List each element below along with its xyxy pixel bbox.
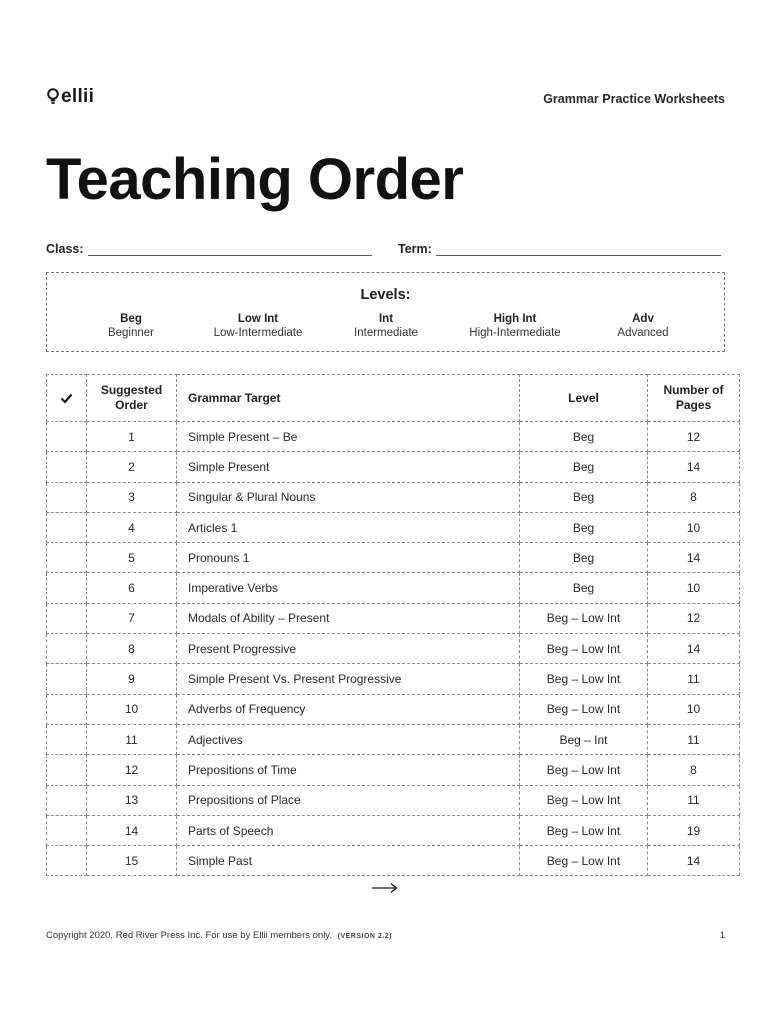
copyright-line: Copyright 2020, Red River Press Inc. For use by Ellii members only. (46, 930, 332, 941)
table-row (47, 603, 740, 633)
cell-grammar-target: Prepositions of Place (177, 785, 520, 815)
cell-order: 1 (87, 422, 177, 452)
logo-text: ellii (61, 86, 95, 107)
level-abbr: Low Int (237, 313, 279, 325)
cell-level: Beg – Low Int (520, 815, 648, 845)
page-title: Teaching Order (46, 147, 464, 212)
cell-pages: 8 (648, 755, 740, 785)
cell-grammar-target: Adjectives (177, 724, 520, 754)
table-row (47, 573, 740, 603)
row-checkbox[interactable] (47, 422, 87, 452)
table-row (47, 512, 740, 542)
cell-order: 11 (87, 724, 177, 754)
row-checkbox[interactable] (47, 512, 87, 542)
page-footer (46, 930, 725, 944)
copyright-text (46, 930, 392, 941)
cell-pages: 19 (648, 815, 740, 845)
cell-pages: 8 (648, 482, 740, 512)
cell-pages: 10 (648, 573, 740, 603)
cell-pages: 14 (648, 543, 740, 573)
cell-order: 6 (87, 573, 177, 603)
header-number-of-pages: Number of Pages (648, 375, 740, 422)
cell-grammar-target: Articles 1 (177, 512, 520, 542)
class-term-fields (46, 238, 725, 258)
term-input-line[interactable] (436, 243, 721, 256)
cell-pages: 10 (648, 694, 740, 724)
level-full: Advanced (617, 327, 669, 339)
row-checkbox[interactable] (47, 482, 87, 512)
cell-pages: 11 (648, 664, 740, 694)
header-level: Level (520, 375, 648, 422)
cell-pages: 14 (648, 846, 740, 876)
row-checkbox[interactable] (47, 694, 87, 724)
level-abbr: Int (378, 313, 394, 325)
cell-pages: 14 (648, 634, 740, 664)
cell-level: Beg – Low Int (520, 603, 648, 633)
cell-grammar-target: Singular & Plural Nouns (177, 482, 520, 512)
level-full: Intermediate (354, 327, 418, 339)
table-row (47, 422, 740, 452)
cell-pages: 14 (648, 452, 740, 482)
cell-grammar-target: Simple Present (177, 452, 520, 482)
table-header-row (47, 375, 740, 422)
table-row (47, 785, 740, 815)
cell-level: Beg (520, 422, 648, 452)
level-abbr: Adv (632, 313, 654, 325)
cell-grammar-target: Imperative Verbs (177, 573, 520, 603)
cell-level: Beg – Int (520, 724, 648, 754)
cell-grammar-target: Prepositions of Time (177, 755, 520, 785)
level-int (316, 312, 456, 340)
level-adv (573, 312, 713, 340)
cell-order: 10 (87, 694, 177, 724)
cell-grammar-target: Modals of Ability – Present (177, 603, 520, 633)
level-high-int (445, 312, 585, 340)
cell-order: 3 (87, 482, 177, 512)
header-check (47, 375, 87, 422)
cell-grammar-target: Parts of Speech (177, 815, 520, 845)
cell-level: Beg – Low Int (520, 634, 648, 664)
cell-order: 5 (87, 543, 177, 573)
cell-grammar-target: Adverbs of Frequency (177, 694, 520, 724)
version-label: (VERSION 2.2) (337, 933, 392, 940)
cell-order: 2 (87, 452, 177, 482)
row-checkbox[interactable] (47, 603, 87, 633)
cell-level: Beg (520, 452, 648, 482)
row-checkbox[interactable] (47, 846, 87, 876)
table-row (47, 755, 740, 785)
row-checkbox[interactable] (47, 664, 87, 694)
table-row (47, 452, 740, 482)
table-row (47, 815, 740, 845)
table-row (47, 634, 740, 664)
cell-pages: 10 (648, 512, 740, 542)
levels-legend (46, 272, 725, 352)
table-row (47, 664, 740, 694)
level-full: Beginner (107, 327, 155, 339)
cell-pages: 12 (648, 603, 740, 633)
class-label: Class: (46, 242, 84, 256)
cell-grammar-target: Simple Present Vs. Present Progressive (177, 664, 520, 694)
class-input-line[interactable] (88, 243, 372, 256)
cell-order: 8 (87, 634, 177, 664)
levels-title: Levels: (360, 287, 411, 303)
cell-level: Beg – Low Int (520, 846, 648, 876)
cell-grammar-target: Present Progressive (177, 634, 520, 664)
cell-level: Beg – Low Int (520, 694, 648, 724)
cell-order: 12 (87, 755, 177, 785)
cell-grammar-target: Simple Present – Be (177, 422, 520, 452)
cell-level: Beg (520, 482, 648, 512)
row-checkbox[interactable] (47, 815, 87, 845)
row-checkbox[interactable] (47, 543, 87, 573)
lightbulb-icon (46, 87, 60, 107)
cell-level: Beg (520, 543, 648, 573)
level-low-int (188, 312, 328, 340)
level-abbr: High Int (493, 313, 537, 325)
table-row (47, 694, 740, 724)
level-full: High-Intermediate (469, 327, 561, 339)
term-field[interactable] (398, 238, 725, 256)
check-icon (60, 393, 73, 404)
cell-level: Beg – Low Int (520, 785, 648, 815)
table-row (47, 846, 740, 876)
level-beg (61, 312, 201, 340)
page-header (46, 86, 725, 112)
table-row (47, 543, 740, 573)
cell-level: Beg (520, 573, 648, 603)
header-grammar-target: Grammar Target (177, 375, 520, 422)
level-abbr: Beg (120, 313, 142, 325)
row-checkbox[interactable] (47, 573, 87, 603)
cell-order: 4 (87, 512, 177, 542)
cell-grammar-target: Pronouns 1 (177, 543, 520, 573)
row-checkbox[interactable] (47, 634, 87, 664)
row-checkbox[interactable] (47, 755, 87, 785)
cell-grammar-target: Simple Past (177, 846, 520, 876)
class-field[interactable] (46, 238, 372, 256)
cell-order: 9 (87, 664, 177, 694)
table-row (47, 724, 740, 754)
cell-order: 13 (87, 785, 177, 815)
header-suggested-order: Suggested Order (87, 375, 177, 422)
term-label: Term: (398, 242, 432, 256)
cell-order: 7 (87, 603, 177, 633)
cell-level: Beg – Low Int (520, 664, 648, 694)
ellii-logo (46, 86, 94, 108)
row-checkbox[interactable] (47, 785, 87, 815)
cell-level: Beg – Low Int (520, 755, 648, 785)
cell-level: Beg (520, 512, 648, 542)
row-checkbox[interactable] (47, 724, 87, 754)
row-checkbox[interactable] (47, 452, 87, 482)
table-row (47, 482, 740, 512)
teaching-order-table (46, 374, 740, 876)
page-number: 1 (719, 930, 725, 941)
cell-pages: 11 (648, 785, 740, 815)
cell-order: 14 (87, 815, 177, 845)
level-full: Low-Intermediate (213, 327, 303, 339)
cell-order: 15 (87, 846, 177, 876)
arrow-right-icon (370, 880, 400, 896)
cell-pages: 12 (648, 422, 740, 452)
cell-pages: 11 (648, 724, 740, 754)
series-title: Grammar Practice Worksheets (543, 92, 725, 106)
